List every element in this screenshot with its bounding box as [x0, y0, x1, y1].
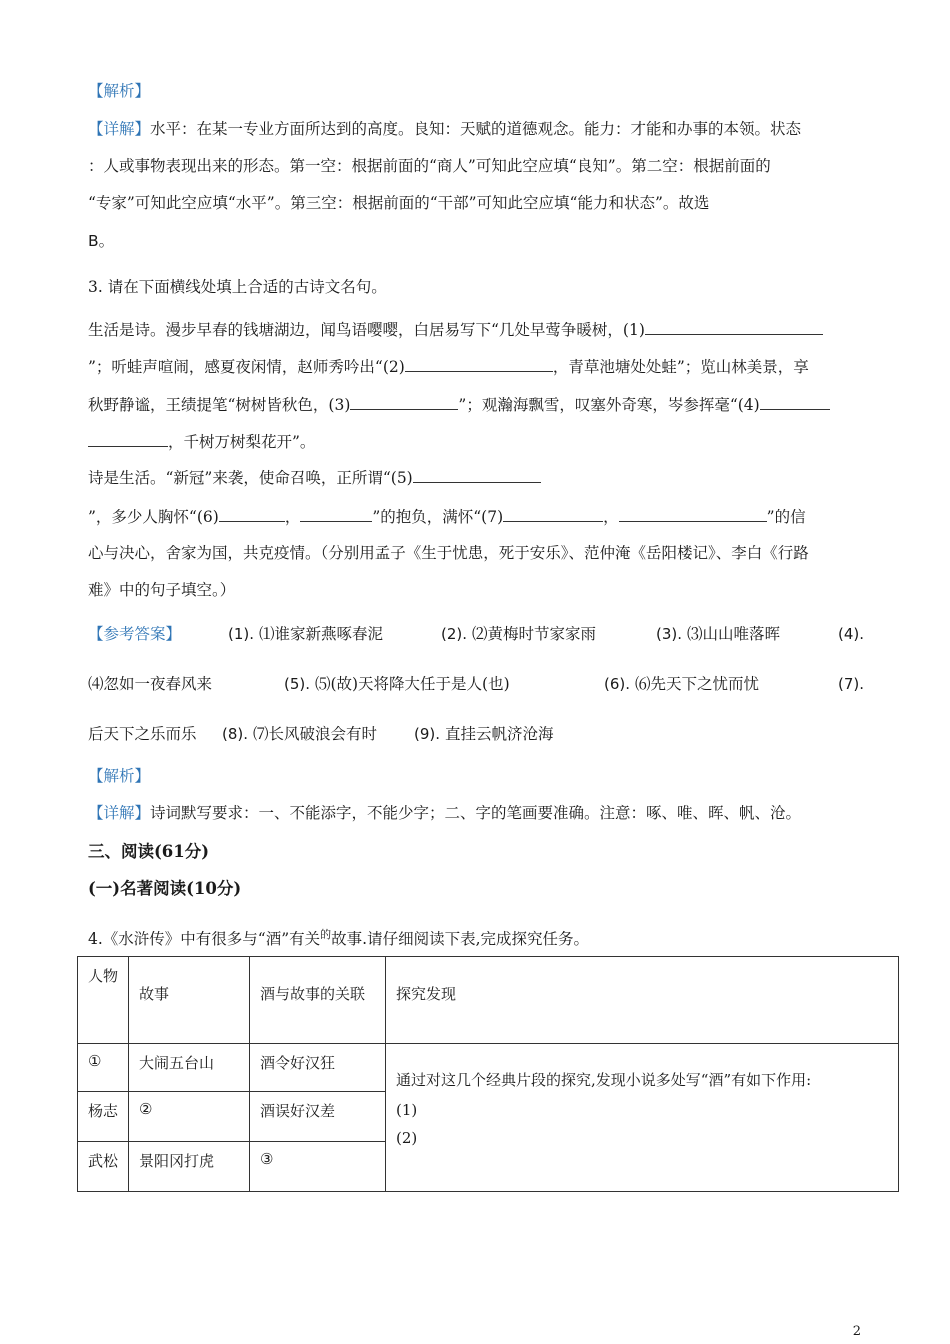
section-title: 三、阅读(61分): [88, 842, 210, 861]
q4-title-part: 故事.请仔细阅读下表,完成探究任务。: [331, 930, 589, 949]
blank-6a: [219, 505, 285, 522]
q3-para2-line3: 心与决心，舍家为国，共克疫情。（分别用孟子《生于忧患，死于安乐》、范仲淹《岳阳楼记》、李白《行路: [88, 544, 809, 562]
detail-line-2: ：人或事物表现出来的形态。第一空：根据前面的“商人”可知此空应填“良知”。第二空：根据前面的: [88, 157, 771, 175]
cell-story: 大闹五台山: [129, 1044, 250, 1091]
detail-tag: 【详解】: [88, 120, 151, 138]
blank-5: [413, 466, 541, 483]
blank-3: [350, 393, 458, 410]
q3-text: ”，多少人胸怀“(6): [88, 508, 219, 526]
q3-text: ”；听蛙声喧闹，感夏夜闲情，赵师秀吟出“(2): [88, 358, 405, 376]
detail-text: 水平：在某一专业方面所达到的高度。良知：天赋的道德观念。能力：才能和办事的本领。状态: [150, 120, 802, 138]
analysis-heading: 【解析】: [88, 82, 151, 100]
answer-7-text: 后天下之乐而乐: [88, 725, 197, 743]
answer-4-text: ⑷忽如一夜春风来: [88, 675, 213, 693]
answer-3: (3). ⑶山山唯落晖: [656, 625, 780, 643]
blank-4b: [88, 430, 168, 447]
q3-text: 生活是诗。漫步早春的钱塘湖边，闻鸟语嘤嘤，白居易写下“几处早莺争暖树，(1): [88, 321, 645, 339]
blank-7b: [619, 505, 767, 522]
q3-text: 诗是生活。“新冠”来袭，使命召唤，正所谓“(5): [88, 469, 413, 487]
q3-text: ”的信: [766, 508, 806, 526]
detail-line-4: B。: [88, 232, 115, 250]
q3-para1-line3: [88, 393, 830, 416]
exploration-table: [77, 956, 899, 1192]
q3-analysis-heading: 【解析】: [88, 767, 151, 785]
page-number: 2: [852, 1324, 861, 1339]
finding-1: (1): [396, 1101, 418, 1120]
blank-6b: [300, 505, 372, 522]
finding-intro: 通过对这几个经典片段的探究,发现小说多处写“酒”有如下作用:: [396, 1071, 812, 1090]
q3-para1-line1: [88, 318, 823, 341]
q3-para1-line2: [88, 355, 809, 378]
detail-tag: 【详解】: [88, 804, 151, 822]
cell-relation: 酒令好汉狂: [250, 1044, 386, 1091]
q3-para2-line1: [88, 466, 541, 489]
cell-character: ①: [78, 1044, 129, 1091]
header-relation: 酒与故事的关联: [250, 957, 386, 1044]
answer-6: (6). ⑹先天下之忧而忧: [604, 675, 759, 693]
blank-1: [645, 318, 823, 335]
cell-story: 景阳冈打虎: [129, 1141, 250, 1191]
table-row: [78, 1044, 899, 1091]
q3-text: ，千树万树梨花开”。: [168, 433, 316, 451]
question-4-title: [88, 924, 589, 950]
q3-detail: [88, 802, 801, 824]
cell-relation: 酒误好汉差: [250, 1091, 386, 1141]
q3-text: ，青草池塘处处蛙”；览山林美景，享: [552, 358, 809, 376]
detail-text: 诗词默写要求：一、不能添字，不能少字；二、字的笔画要准确。注意：啄、唯、晖、帆、沧。: [150, 804, 802, 822]
q4-title-sup: 的: [320, 928, 332, 941]
q3-para2-line2: [88, 505, 806, 528]
q3-text: ”的抱负，满怀“(7): [372, 508, 504, 526]
q4-title-part: 4.《水浒传》中有很多与“酒”有关: [88, 930, 321, 949]
q3-para1-line4: [88, 430, 315, 453]
answer-1: (1). ⑴谁家新燕啄春泥: [228, 625, 383, 643]
finding-2: (2): [396, 1129, 418, 1148]
answer-5: (5). ⑸(故)天将降大任于是人(也): [284, 675, 510, 693]
answer-heading: 【参考答案】: [88, 625, 182, 643]
answer-7-num: (7).: [838, 675, 865, 693]
cell-relation: ③: [250, 1141, 386, 1191]
q3-text: ”；观瀚海飘雪，叹塞外奇寒，岑参挥毫“(4): [458, 396, 760, 414]
detail-line-3: “专家”可知此空应填“水平”。第三空：根据前面的“干部”可知此空应填“能力和状态”。故选: [88, 194, 710, 212]
detail-line-1: [88, 118, 801, 140]
answer-2: (2). ⑵黄梅时节家家雨: [441, 625, 596, 643]
q3-para2-line4: 难》中的句子填空。）: [88, 581, 236, 599]
blank-7a: [503, 505, 603, 522]
header-character: 人物: [78, 957, 129, 1044]
answer-4-num: (4).: [838, 625, 865, 643]
cell-character: 武松: [78, 1141, 129, 1191]
answer-9: (9). 直挂云帆济沧海: [414, 725, 554, 743]
header-finding: 探究发现: [386, 957, 899, 1044]
answer-8: (8). ⑺长风破浪会有时: [222, 725, 377, 743]
blank-2: [405, 355, 553, 372]
cell-story: ②: [129, 1091, 250, 1141]
header-story: 故事: [129, 957, 250, 1044]
blank-4a: [760, 393, 830, 410]
subsection-title: (一)名著阅读(10分): [88, 879, 242, 898]
q3-text: 秋野静谧，王绩提笔“树树皆秋色，(3): [88, 396, 351, 414]
q3-text: ，: [284, 508, 301, 526]
question-3-title: 3. 请在下面横线处填上合适的古诗文名句。: [88, 278, 387, 296]
table-header-row: [78, 957, 899, 1044]
cell-character: 杨志: [78, 1091, 129, 1141]
cell-finding: [386, 1044, 899, 1192]
q3-text: ，: [603, 508, 619, 526]
